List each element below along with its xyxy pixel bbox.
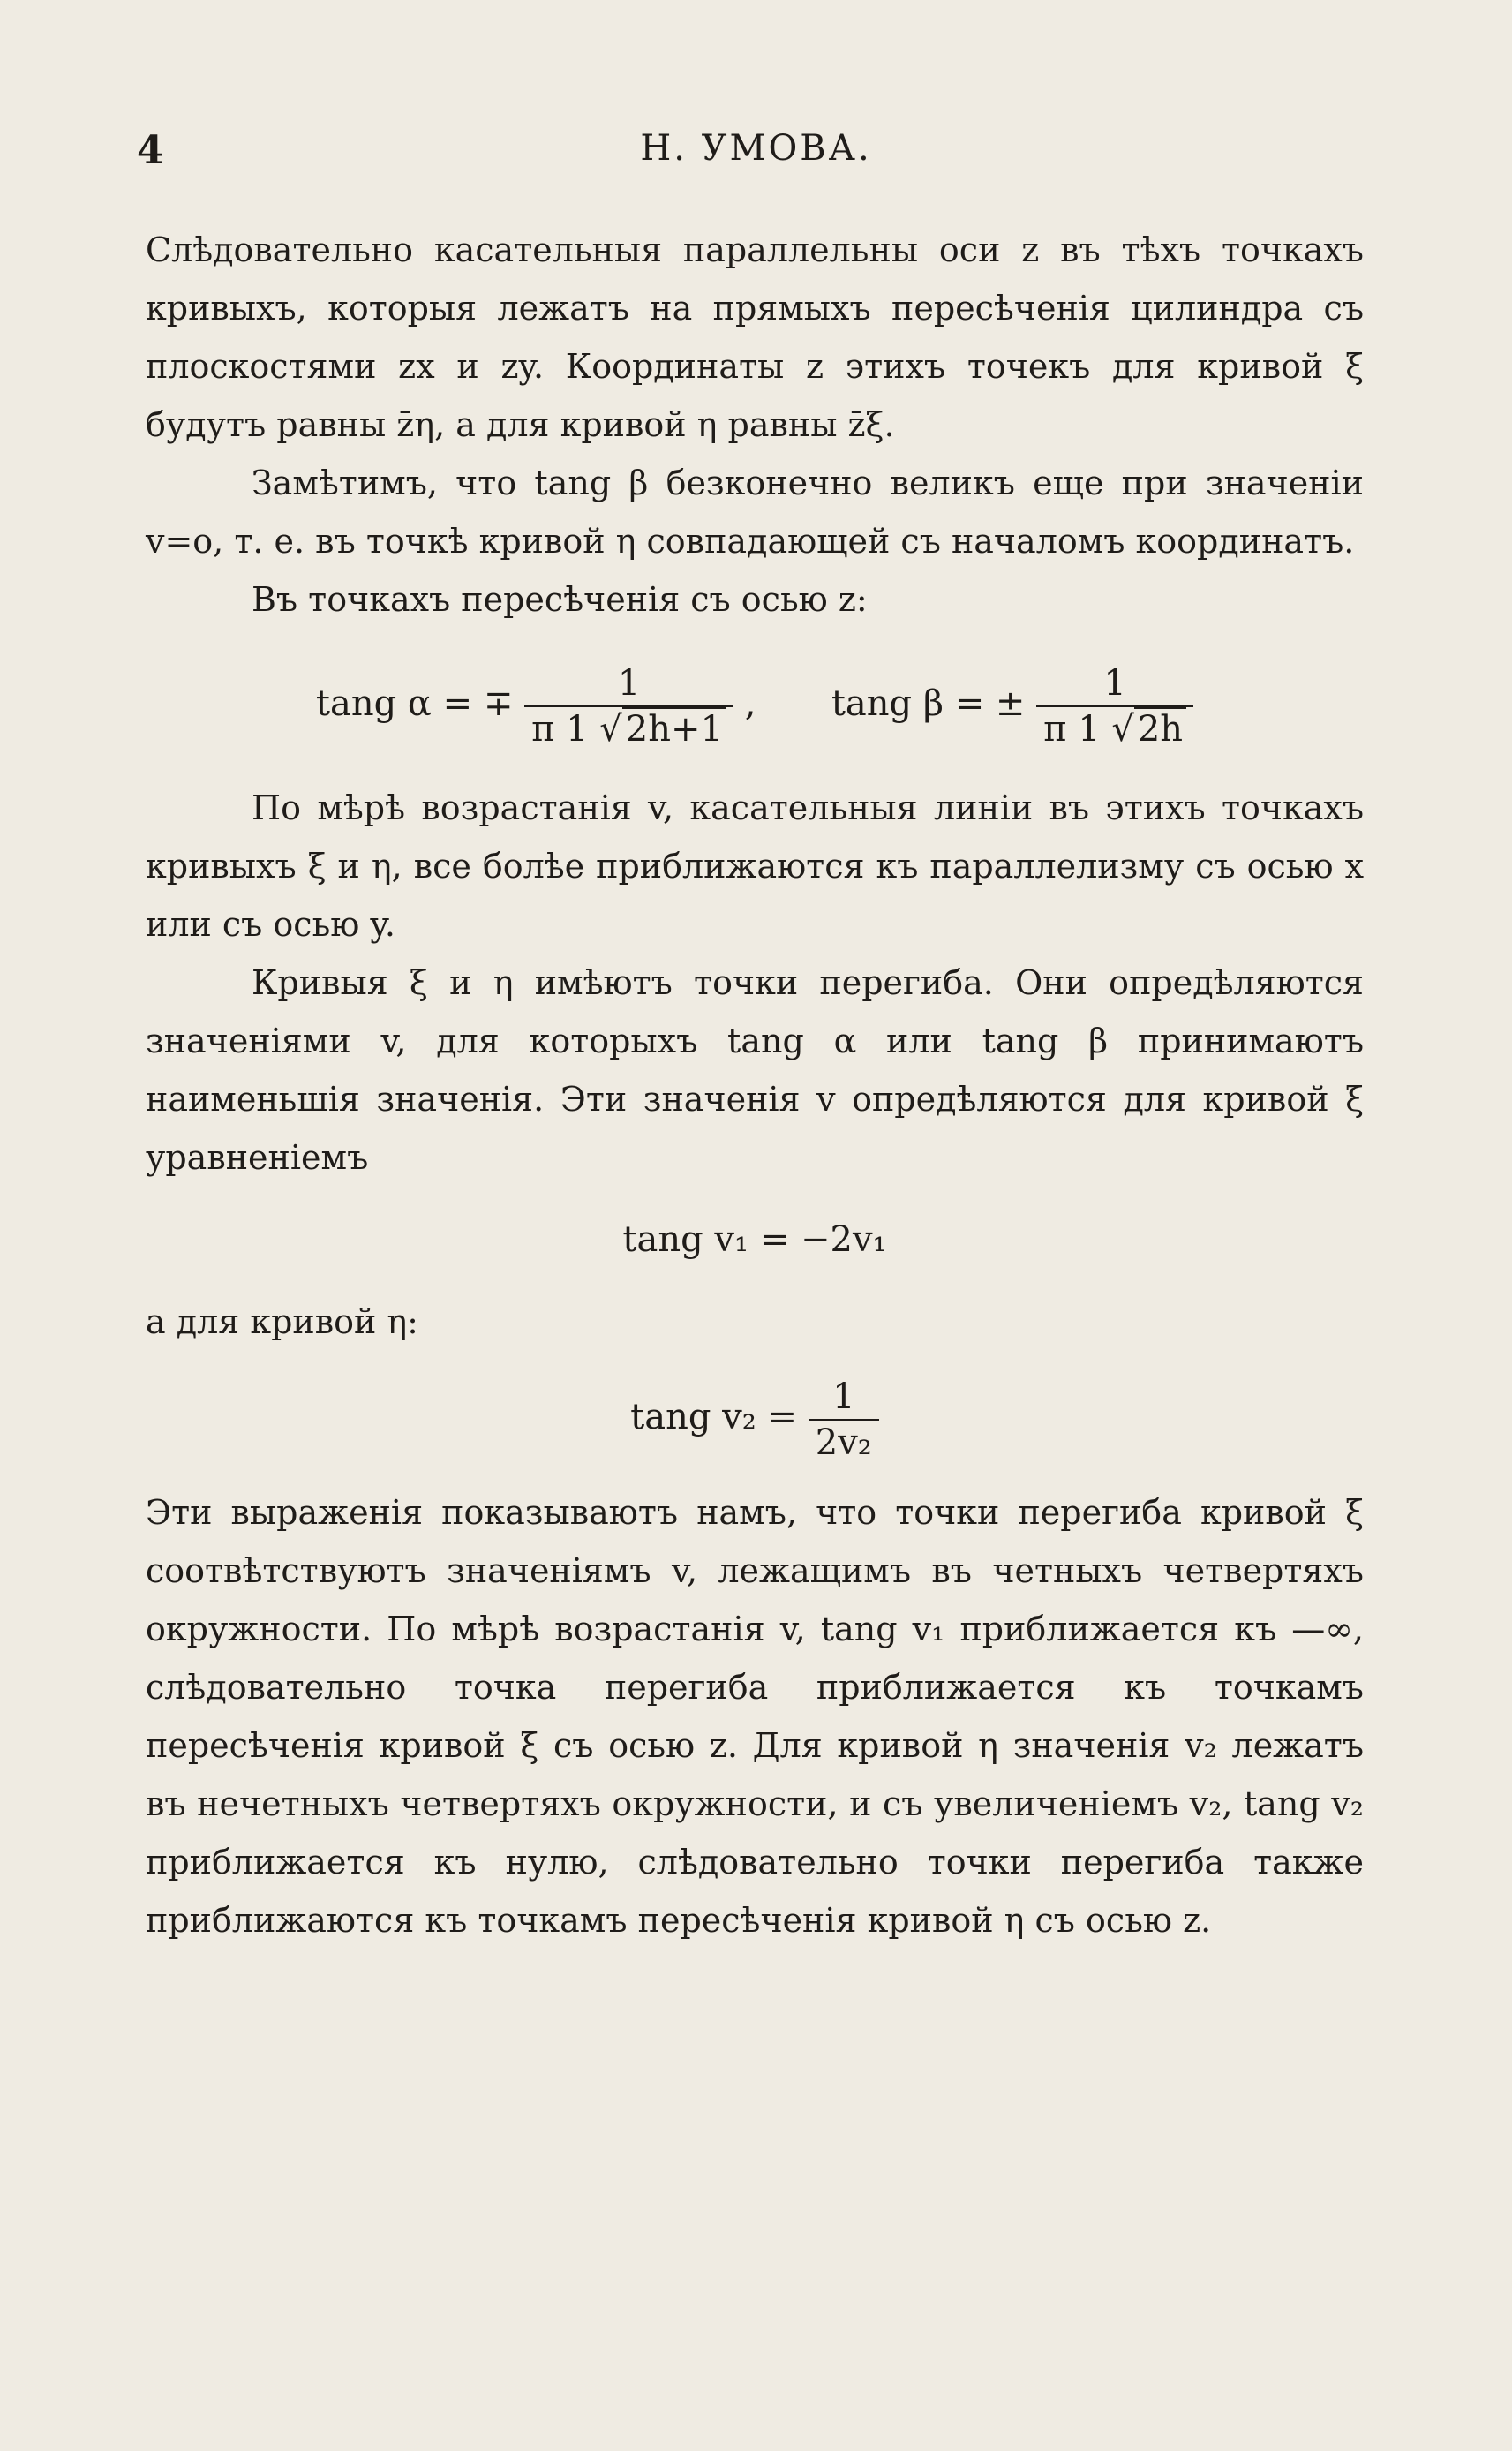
page-number: 4: [137, 128, 164, 173]
formula-beta-sqrt: √: [1111, 709, 1134, 750]
formula-tang-v1: tang v₁ = −2v₁: [622, 1219, 887, 1260]
paragraph-2: Замѣтимъ, что tang β безконечно великъ еще при значеніи v=o, т. е. въ точкѣ кривой η совпадающей съ началомъ координатъ.: [146, 464, 1364, 561]
formula-beta-fraction: [1036, 661, 1193, 751]
formula-alpha-sqrt: √: [599, 709, 622, 750]
formula-v2-fraction: [809, 1375, 879, 1465]
formula-alpha-lhs: tang α = ∓: [315, 683, 514, 724]
formula-tang-v2: [146, 1351, 1364, 1483]
paragraph-6: а для кривой η:: [146, 1302, 418, 1341]
formula-beta-denominator: [1036, 707, 1193, 751]
formula-v2-denominator: 2v₂: [815, 1422, 872, 1463]
paragraph-3: Въ точкахъ пересѣченія съ осью z:: [252, 580, 868, 619]
page-body: [146, 221, 1364, 1949]
formula-alpha-tail: ,: [744, 683, 756, 724]
paragraph-4: По мѣрѣ возрастанія v, касательныя линіи въ этихъ точкахъ кривыхъ ξ и η, все болѣе приближаются къ параллелизму съ осью x или съ осью y.: [146, 788, 1364, 944]
formula-beta-radicand: 2h: [1134, 707, 1186, 750]
formula-beta-one: 1: [1078, 709, 1101, 750]
formula-beta-lhs: tang β = ±: [831, 683, 1026, 724]
formula-alpha-numerator: 1: [524, 661, 733, 707]
formula-alpha-denominator: [524, 707, 733, 751]
formula-alpha-one: 1: [566, 709, 589, 750]
formula-alpha-radicand: 2h+1: [622, 707, 726, 750]
formula-tang-alpha-beta: [146, 629, 1364, 779]
running-title: Н. УМОВА.: [640, 128, 872, 169]
formula-alpha-fraction: [524, 661, 733, 751]
page-header: [0, 128, 1512, 181]
paragraph-1: Слѣдовательно касательныя параллельны оси z въ тѣхъ точкахъ кривыхъ, которыя лежатъ на прямыхъ пересѣченія цилиндра съ плоскостями zx и zy. Координаты z этихъ точекъ для кривой ξ будутъ равны z̄η, а для кривой η равны z̄ξ.: [146, 230, 1364, 444]
formula-alpha-pi: π: [531, 709, 555, 750]
paragraph-5: Кривыя ξ и η имѣютъ точки перегиба. Они опредѣляются значеніями v, для которыхъ tang α или tang β принимаютъ наименьшія значенія. Эти значенія v опредѣляются для кривой ξ уравненіемъ: [146, 963, 1364, 1177]
formula-beta-pi: π: [1043, 709, 1067, 750]
paragraph-7: Эти выраженія показываютъ намъ, что точки перегиба кривой ξ соотвѣтствуютъ значеніямъ v, лежащимъ въ четныхъ четвертяхъ окружности. По мѣрѣ возрастанія v, tang v₁ приближается къ —∞, слѣдовательно точка перегиба приближается къ точкамъ пересѣченія кривой ξ съ осью z. Для кривой η значенія v₂ лежатъ въ нечетныхъ четвертяхъ окружности, и съ увеличеніемъ v₂, tang v₂ приближается къ нулю, слѣдовательно точки перегиба также приближаются къ точкамъ пересѣченія кривой η съ осью z.: [146, 1493, 1364, 1940]
formula-v2-lhs: tang v₂ =: [630, 1397, 798, 1437]
formula-beta-numerator: 1: [1036, 661, 1193, 707]
formula-v2-numerator: 1: [809, 1375, 879, 1421]
